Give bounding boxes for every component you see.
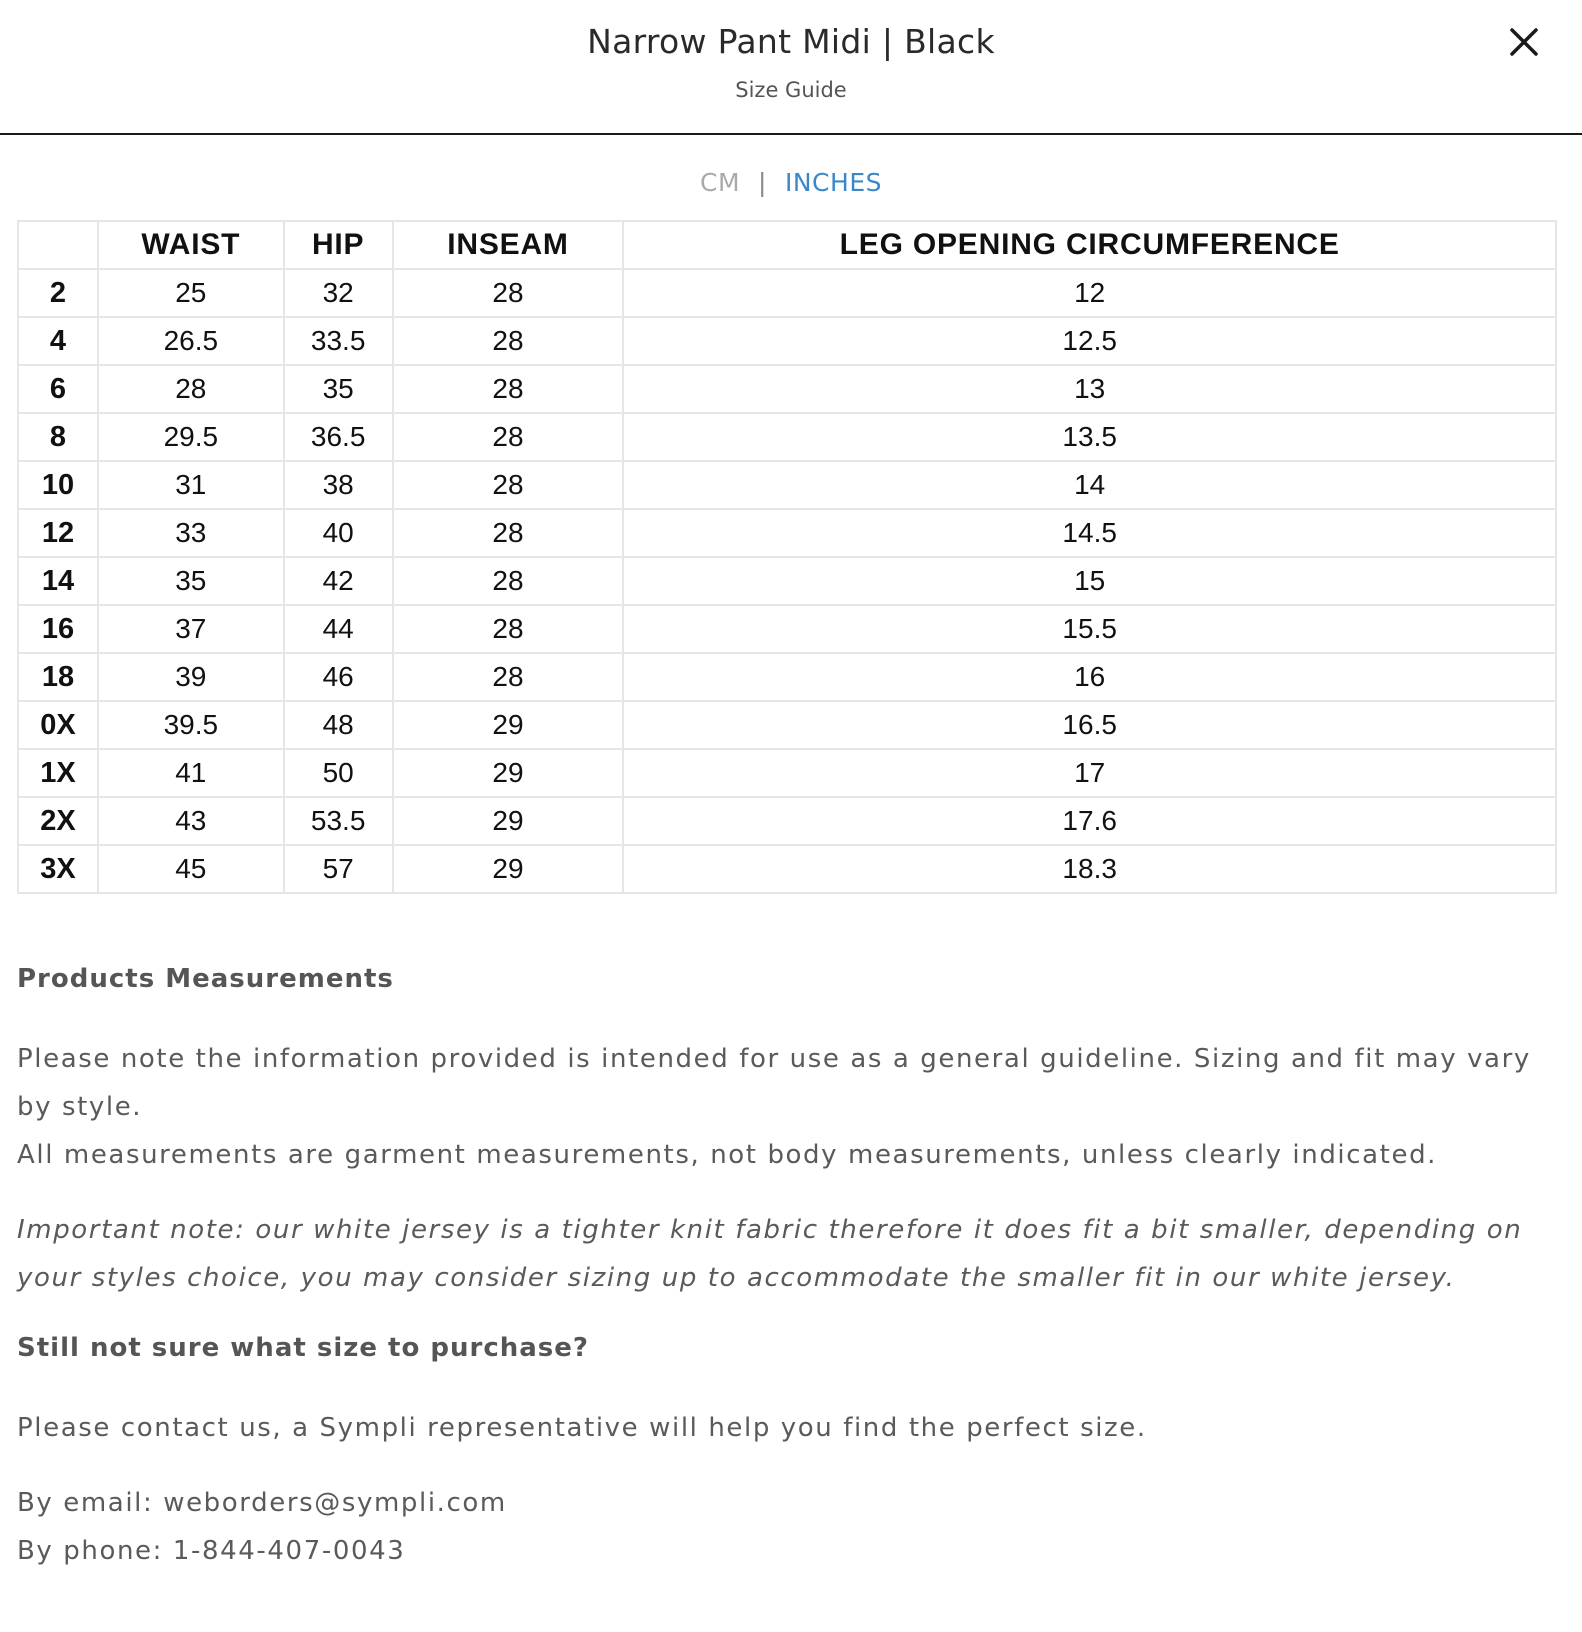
leg-opening-cell: 18.3 — [623, 845, 1556, 893]
hip-cell: 46 — [284, 653, 393, 701]
waist-cell: 35 — [98, 557, 284, 605]
hip-cell: 48 — [284, 701, 393, 749]
hip-cell: 38 — [284, 461, 393, 509]
size-table — [17, 220, 1557, 894]
table-row — [18, 413, 1556, 461]
size-cell: 0X — [18, 701, 98, 749]
leg-opening-cell: 16 — [623, 653, 1556, 701]
inseam-cell: 28 — [393, 605, 624, 653]
size-cell: 16 — [18, 605, 98, 653]
size-cell: 14 — [18, 557, 98, 605]
leg-opening-cell: 15 — [623, 557, 1556, 605]
waist-cell: 41 — [98, 749, 284, 797]
modal-header — [0, 0, 1582, 135]
unit-cm-link[interactable]: CM — [700, 168, 741, 197]
size-cell: 4 — [18, 317, 98, 365]
inseam-cell: 28 — [393, 461, 624, 509]
help-heading: Still not sure what size to purchase? — [17, 1333, 589, 1363]
header-hip: HIP — [284, 221, 393, 269]
table-row — [18, 653, 1556, 701]
hip-cell: 40 — [284, 509, 393, 557]
waist-cell: 31 — [98, 461, 284, 509]
size-cell: 3X — [18, 845, 98, 893]
header-waist: WAIST — [98, 221, 284, 269]
size-cell: 8 — [18, 413, 98, 461]
waist-cell: 37 — [98, 605, 284, 653]
leg-opening-cell: 17 — [623, 749, 1556, 797]
inseam-cell: 29 — [393, 797, 624, 845]
hip-cell: 53.5 — [284, 797, 393, 845]
table-row — [18, 557, 1556, 605]
hip-cell: 32 — [284, 269, 393, 317]
hip-cell: 50 — [284, 749, 393, 797]
info-section — [17, 960, 1557, 1575]
hip-cell: 33.5 — [284, 317, 393, 365]
unit-separator: | — [758, 168, 767, 197]
inseam-cell: 29 — [393, 845, 624, 893]
measurements-heading: Products Measurements — [17, 964, 394, 994]
inseam-cell: 29 — [393, 701, 624, 749]
waist-cell: 28 — [98, 365, 284, 413]
size-cell: 12 — [18, 509, 98, 557]
inseam-cell: 28 — [393, 653, 624, 701]
guideline-note: Please note the information provided is intended for use as a general guideline. Sizing and fit may vary by style. — [17, 1044, 1531, 1122]
size-cell: 18 — [18, 653, 98, 701]
garment-note: All measurements are garment measurements, not body measurements, unless clearly indicated. — [17, 1140, 1438, 1170]
table-row — [18, 317, 1556, 365]
inseam-cell: 28 — [393, 317, 624, 365]
table-row — [18, 509, 1556, 557]
leg-opening-cell: 16.5 — [623, 701, 1556, 749]
size-cell: 2X — [18, 797, 98, 845]
waist-cell: 29.5 — [98, 413, 284, 461]
size-cell: 6 — [18, 365, 98, 413]
waist-cell: 33 — [98, 509, 284, 557]
size-cell: 2 — [18, 269, 98, 317]
table-row — [18, 701, 1556, 749]
leg-opening-cell: 13.5 — [623, 413, 1556, 461]
contact-phone[interactable]: By phone: 1-844-407-0043 — [17, 1536, 406, 1566]
table-row — [18, 845, 1556, 893]
size-cell: 10 — [18, 461, 98, 509]
header-size — [18, 221, 98, 269]
inseam-cell: 28 — [393, 365, 624, 413]
waist-cell: 26.5 — [98, 317, 284, 365]
hip-cell: 35 — [284, 365, 393, 413]
table-row — [18, 749, 1556, 797]
table-row — [18, 605, 1556, 653]
hip-cell: 44 — [284, 605, 393, 653]
page-subtitle: Size Guide — [735, 78, 847, 102]
table-row — [18, 461, 1556, 509]
close-button[interactable] — [1504, 22, 1544, 62]
waist-cell: 25 — [98, 269, 284, 317]
inseam-cell: 29 — [393, 749, 624, 797]
inseam-cell: 28 — [393, 509, 624, 557]
waist-cell: 45 — [98, 845, 284, 893]
contact-text: Please contact us, a Sympli representative will help you find the perfect size. — [17, 1413, 1147, 1443]
header-inseam: INSEAM — [393, 221, 624, 269]
leg-opening-cell: 17.6 — [623, 797, 1556, 845]
important-note: Important note: our white jersey is a tighter knit fabric therefore it does fit a bit smaller, depending on your styles choice, you may consider sizing up to accommodate the smaller fit in our white jersey. — [17, 1215, 1523, 1293]
size-cell: 1X — [18, 749, 98, 797]
inseam-cell: 28 — [393, 413, 624, 461]
hip-cell: 36.5 — [284, 413, 393, 461]
waist-cell: 39 — [98, 653, 284, 701]
table-row — [18, 365, 1556, 413]
table-header-row — [18, 221, 1556, 269]
inseam-cell: 28 — [393, 557, 624, 605]
table-row — [18, 269, 1556, 317]
inseam-cell: 28 — [393, 269, 624, 317]
contact-email[interactable]: By email: weborders@sympli.com — [17, 1488, 507, 1518]
unit-toggle — [0, 168, 1582, 197]
leg-opening-cell: 12 — [623, 269, 1556, 317]
leg-opening-cell: 14 — [623, 461, 1556, 509]
leg-opening-cell: 14.5 — [623, 509, 1556, 557]
unit-inches-link[interactable]: INCHES — [784, 168, 882, 197]
waist-cell: 43 — [98, 797, 284, 845]
page-title: Narrow Pant Midi | Black — [587, 22, 995, 61]
hip-cell: 57 — [284, 845, 393, 893]
leg-opening-cell: 13 — [623, 365, 1556, 413]
leg-opening-cell: 12.5 — [623, 317, 1556, 365]
table-row — [18, 797, 1556, 845]
close-icon — [1504, 22, 1544, 62]
waist-cell: 39.5 — [98, 701, 284, 749]
hip-cell: 42 — [284, 557, 393, 605]
leg-opening-cell: 15.5 — [623, 605, 1556, 653]
header-leg-opening: LEG OPENING CIRCUMFERENCE — [623, 221, 1556, 269]
